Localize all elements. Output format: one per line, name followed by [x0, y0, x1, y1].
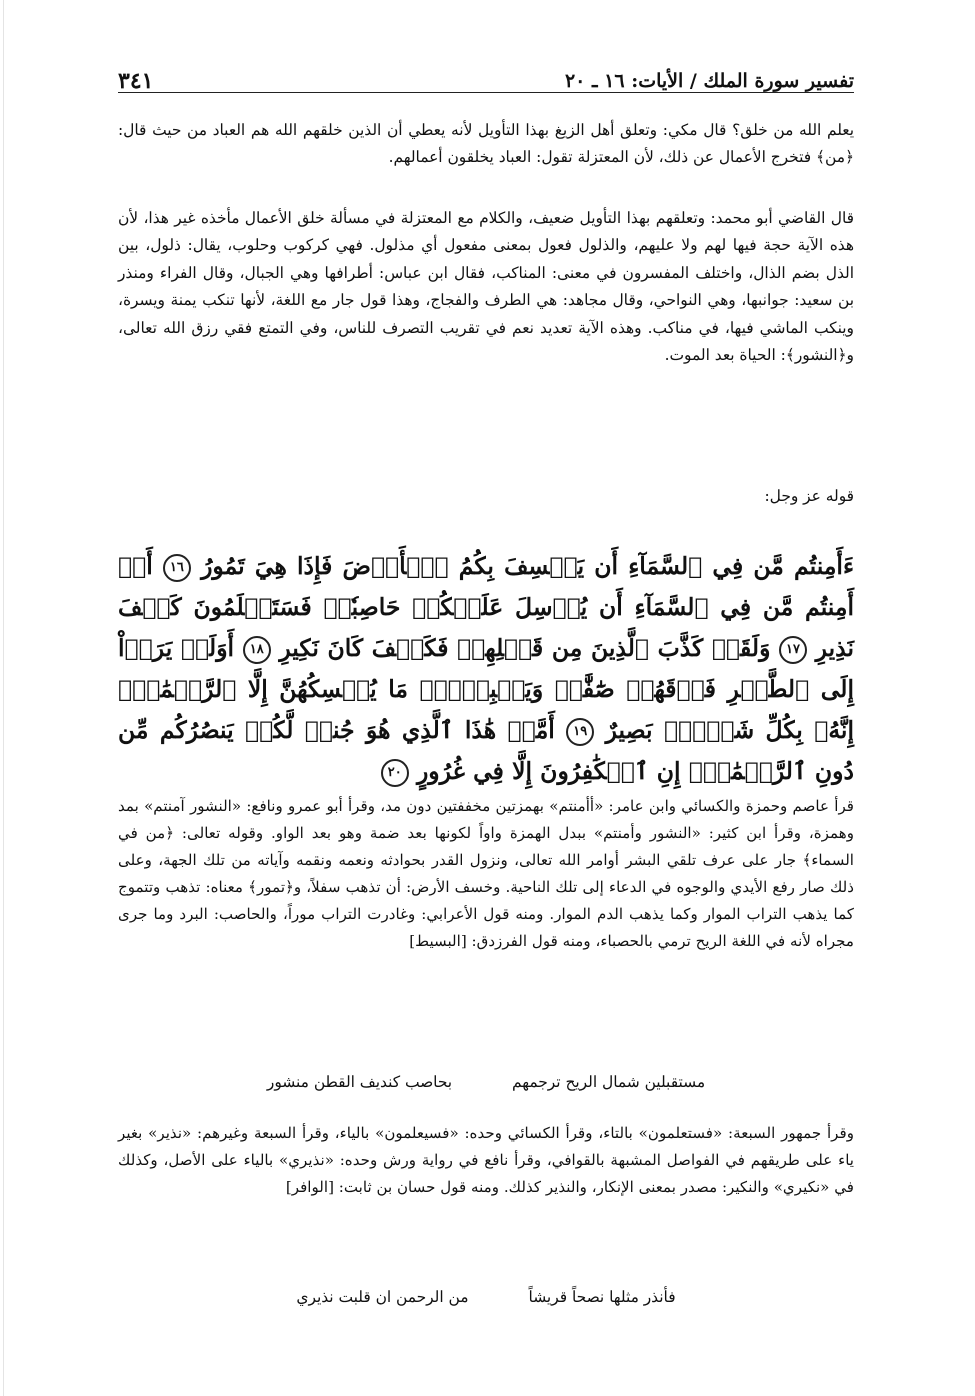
hemistich-first: مستقبلين شمال الريح ترجمهم — [512, 1073, 706, 1091]
hemistich-second: بحاصب كنديف القطن منشور — [266, 1073, 453, 1091]
verse-intro: قوله عز وجل: — [764, 487, 854, 505]
quran-verses — [118, 546, 854, 792]
verse-text: أَمَّنۡ هَٰذَا ٱلَّذِي هُوَ جُندٞ لَّكُمۡ يَنصُرُكُم مِّن دُونِ ٱلرَّحۡمَٰنِۚ إِنِ ٱلۡكَٰفِرُونَ إِلَّا فِي غُرُورٍ — [118, 716, 854, 785]
paragraph-3: قرأ عاصم وحمزة والكسائي وابن عامر: «أأمنتم» بهمزتين مخففتين دون مد، وقرأ أبو عمرو ونافع: «النشور آمنتم» بمد وهمزة، وقرأ ابن كثير: «النشور وأمنتم» ببدل الهمزة واواً لكونها بعد ضمة وهو بعد الواو. وقوله تعالى: ﴿من في السماء﴾ جار على عرف تلقي البشر أوامر الله تعالى، ونزول القدر بحوادثه ونعمه ونقمه وآياته من تلك الجهة، وعلى ذلك صار رفع الأيدي والوجوه في الدعاء إلى تلك الناحية. وخسف الأرض: أن تذهب سفلاً، و﴿تمور﴾ معناه: تذهب وتتموج كما يذهب التراب الموار وكما يذهب الدم الموار. ومنه قول الأعرابي: وغادرت التراب موراً، والحاصب: البرد وما جرى مجراه لأنه في اللغة الريح ترمي بالحصباء، ومنه قول الفرزدق: [البسيط] — [118, 797, 854, 950]
verse-number-marker: ١٩ — [566, 718, 594, 746]
paragraph-1: يعلم الله من خلق؟ قال مكي: وتعلق أهل الزيغ بهذا التأويل لأنه يعطي أن الذين خلقهم الله هم العباد من حيث قال: ﴿من﴾ فتخرج الأعمال عن ذلك، لأن المعتزلة تقول: العباد يخلقون أعمالهم. — [118, 121, 854, 167]
verse-text: وَلَقَدۡ كَذَّبَ ٱلَّذِينَ مِن قَبۡلِهِمۡ فَكَيۡفَ كَانَ نَكِيرِ — [279, 634, 771, 662]
header-title: تفسير سورة الملك / الأيات: ١٦ ـ ٢٠ — [564, 70, 854, 92]
verse-number-marker: ٢٠ — [381, 759, 409, 787]
verse-number-marker: ١٧ — [779, 636, 807, 664]
poetry-couplet-2 — [118, 1288, 854, 1306]
poetry-couplet-1 — [118, 1073, 854, 1091]
verse-text: أَوَلَمۡ يَرَوۡاْ إِلَى ٱلطَّيۡرِ فَوۡقَهُمۡ صَٰٓفَّٰتٖ وَيَقۡبِضۡنَۚ مَا يُمۡسِكُهُنَّ إِلَّا ٱلرَّحۡمَٰنُۚ إِنَّهُۥ بِكُلِّ شَيۡءِۭ بَصِيرٌ — [118, 634, 854, 744]
verse-text: أَمۡ أَمِنتُم مَّن فِي ٱلسَّمَآءِ أَن يُرۡسِلَ عَلَيۡكُمۡ حَاصِبٗاۖ فَسَتَعۡلَمُونَ كَيۡفَ نَذِيرِ — [118, 552, 855, 662]
paragraph-2: قال القاضي أبو محمد: وتعلقهم بهذا التأويل ضعيف، والكلام مع المعتزلة في مسألة خلق الأعمال مأخذه غير هذا، لأن هذه الآية حجة فيها لهم ولا عليهم، والذلول فعول بمعنى مفعول أي مذلول. فهي كركوب وحلوب، يقال: ذلول، بين الذل بضم الذال، واختلف المفسرون في معنى: المناكب، فقال ابن عباس: أطرافها وهي الجبال، وقال الفراء ومنذر بن سعيد: جوانبها، وهي النواحي، وقال مجاهد: هي الطرف والفجاج، وهذا قول جار مع اللغة، لأنها تنكب يمنة ويسرة، وينكب الماشي فيها، في مناكب. وهذه الآية تعديد نعم في تقريب التصرف للناس، وفي التمتع فقي رزق الله تعالى، و﴿النشور﴾: الحياة بعد الموت. — [118, 209, 854, 365]
paragraph-4: وقرأ جمهور السبعة: «فستعلمون» بالتاء، وقرأ الكسائي وحده: «فسيعلمون» بالياء، وقرأ السبعة وغيرهم: «نذير» بغير ياء على طريقهم في الفواصل المشبهة بالقوافي، وقرأ نافع في رواية ورش وحده: «نذيري» بالياء على الأصل، وكذلك في «نكيري» والنكير: مصدر بمعنى الإنكار، والنذير كذلك. ومنه قول حسان بن ثابت: [الوافر] — [118, 1124, 854, 1196]
header-rule — [118, 92, 854, 93]
page-number: ٣٤١ — [118, 68, 154, 94]
hemistich-first: فأنذر مثلها نصحاً قريشاً — [528, 1288, 676, 1306]
page-edge-line — [3, 0, 4, 1396]
verse-text: ءَأَمِنتُم مَّن فِي ٱلسَّمَآءِ أَن يَخۡسِفَ بِكُمُ ٱلۡأَرۡضَ فَإِذَا هِيَ تَمُورُ — [201, 552, 855, 580]
hemistich-second: من الرحمن ان قلبت نذيري — [296, 1288, 469, 1306]
verse-number-marker: ١٨ — [243, 636, 271, 664]
verse-number-marker: ١٦ — [163, 554, 191, 582]
